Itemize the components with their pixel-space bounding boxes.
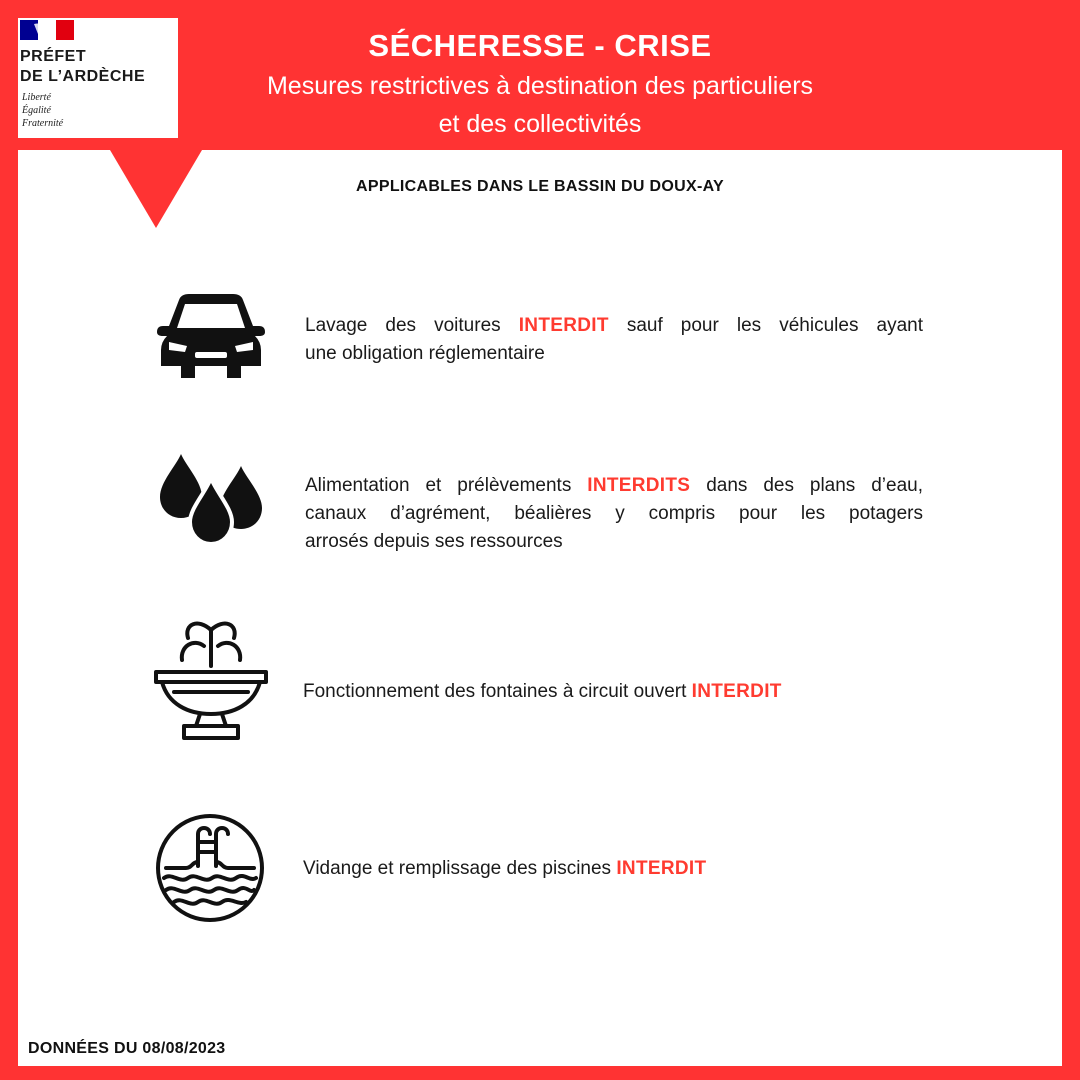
measure-water-line-1 — [305, 472, 923, 500]
header-pointer — [110, 150, 202, 228]
measure-water-line-3: arrosés depuis ses ressources — [305, 531, 563, 552]
measure-water-line-2: canaux d’agrément, béalières y compris pour les potagers — [305, 503, 923, 524]
keyword-interdit: INTERDIT — [518, 315, 609, 336]
water-drops-icon — [156, 452, 266, 546]
measure-water-withdrawal — [305, 472, 923, 556]
measure-car-text-before: Lavage des voitures — [305, 315, 501, 336]
measure-car-line-2: une obligation réglementaire — [305, 343, 545, 364]
subtitle-line-1: Mesures restrictives à destination des particuliers — [266, 72, 814, 100]
logo-department: DE L’ARDÈCHE — [20, 68, 146, 85]
subtitle-line-2: et des collectivités — [438, 110, 642, 138]
keyword-interdit: INTERDIT — [691, 681, 782, 702]
measure-water-text-before: Alimentation et prélèvements — [305, 475, 572, 496]
measure-swimming-pools — [303, 855, 923, 883]
fountain-icon — [154, 616, 268, 742]
measure-car-text-after: sauf pour les véhicules ayant — [626, 315, 924, 336]
swimming-pool-icon — [154, 812, 266, 924]
marianne-flag-icon — [20, 20, 74, 40]
measure-fountain-text: Fonctionnement des fontaines à circuit ouvert — [303, 681, 687, 702]
measure-pool-text: Vidange et remplissage des piscines — [303, 858, 612, 879]
header — [0, 0, 1080, 150]
keyword-interdits: INTERDITS — [587, 475, 691, 496]
motto-egalite: Égalité — [22, 105, 51, 116]
motto-fraternite: Fraternité — [22, 118, 64, 129]
measure-water-text-after: dans des plans d’eau, — [706, 475, 924, 496]
motto-liberte: Liberté — [22, 92, 51, 103]
measure-fountains — [303, 678, 923, 706]
page-title: SÉCHERESSE - CRISE — [368, 28, 712, 63]
scope-heading: APPLICABLES DANS LE BASSIN DU DOUX-AY — [356, 178, 724, 195]
measure-car-washing — [305, 312, 923, 368]
car-icon — [155, 292, 267, 382]
keyword-interdit: INTERDIT — [616, 858, 707, 879]
logo-prefet: PRÉFET — [20, 48, 87, 65]
content-panel — [18, 150, 1062, 1066]
prefecture-logo — [18, 18, 178, 138]
measure-car-line-1 — [305, 312, 923, 340]
data-date: DONNÉES DU 08/08/2023 — [28, 1040, 226, 1057]
